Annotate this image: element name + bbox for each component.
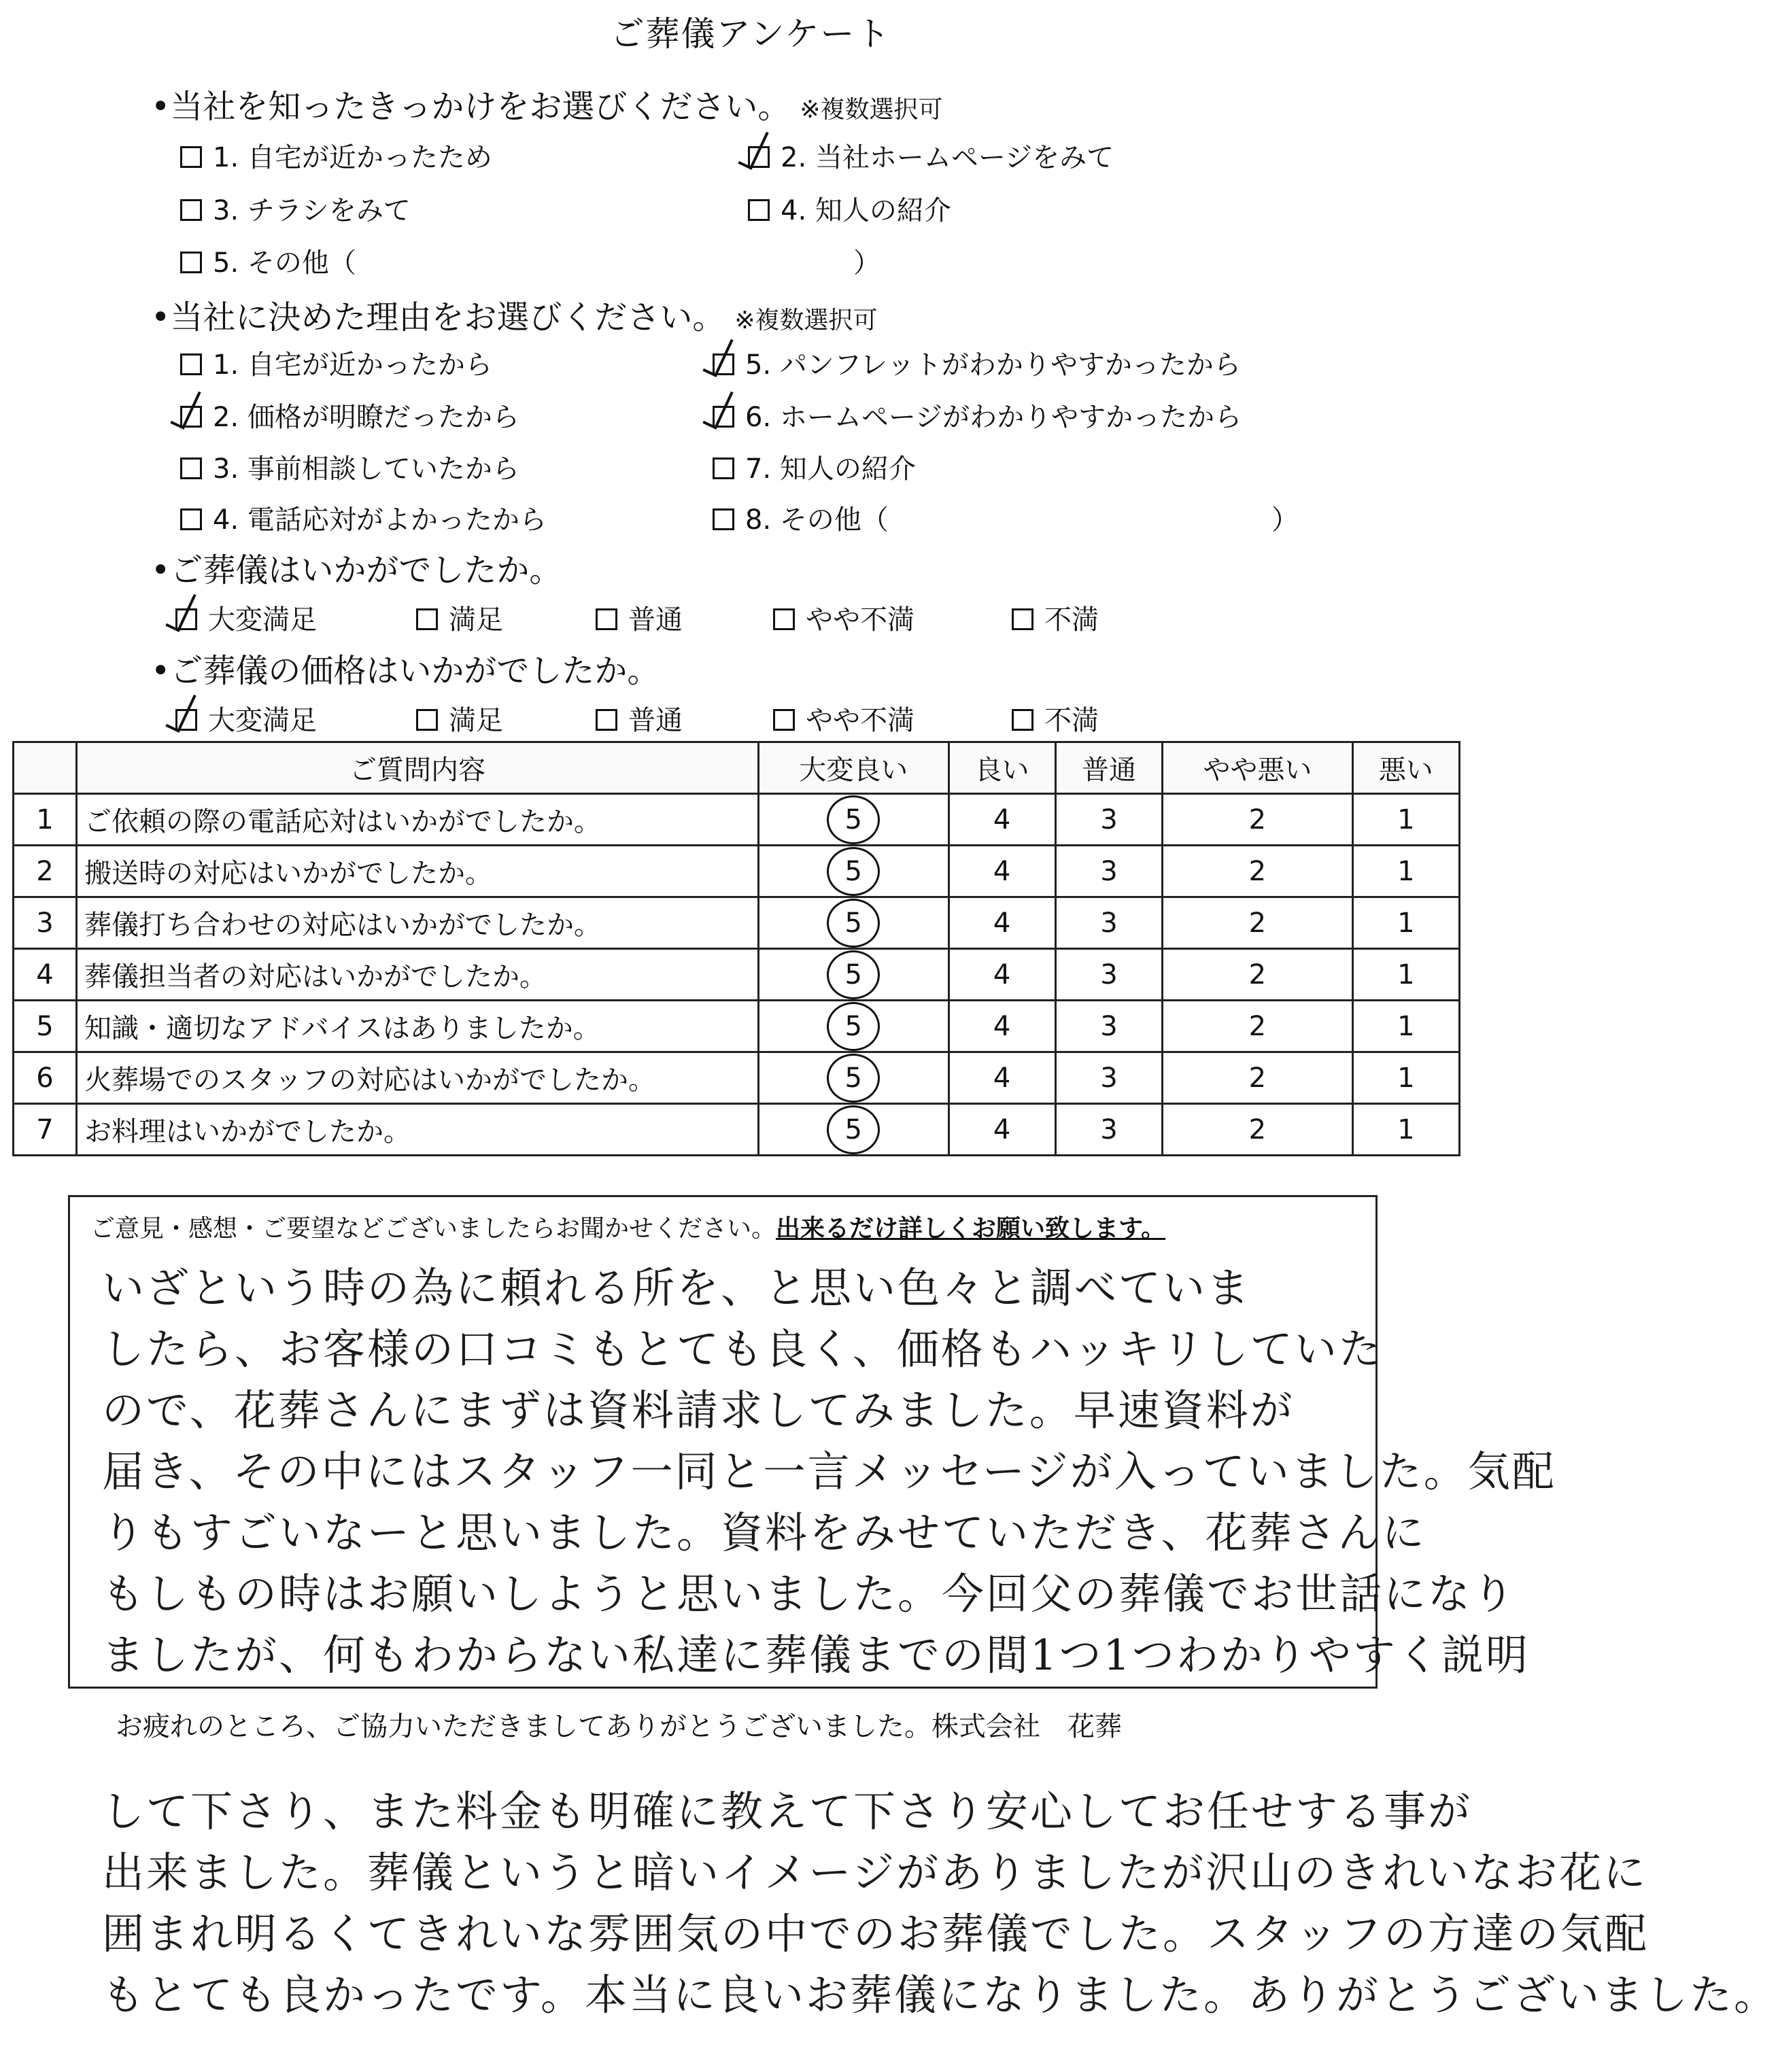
q2-option-2[interactable]: 2. 価格が明瞭だったから: [180, 396, 519, 434]
score-cell[interactable]: [1163, 1001, 1353, 1052]
score-cell[interactable]: [1055, 1052, 1162, 1104]
score-cell[interactable]: [1163, 846, 1353, 897]
comment-line: いざという時の為に頼れる所を、と思い色々と調べていま: [102, 1263, 1252, 1313]
score-cell[interactable]: [1055, 1104, 1162, 1156]
checkbox[interactable]: [773, 608, 795, 630]
score-selected: 5: [827, 1105, 880, 1154]
checkbox[interactable]: [773, 709, 795, 731]
handwritten-comment: [102, 1258, 1556, 1686]
q4-option-1[interactable]: 大変満足: [175, 699, 317, 738]
checkbox-checked[interactable]: [748, 146, 770, 168]
table-row: [14, 1104, 1460, 1156]
checkbox-checked[interactable]: [713, 353, 734, 375]
checkbox[interactable]: [596, 608, 617, 630]
row-question: お料理はいかがでしたか。: [77, 1104, 759, 1156]
table-header-row: [14, 742, 1460, 794]
score-option: 4: [993, 959, 1011, 990]
score-option: 4: [993, 804, 1011, 835]
score-option: 1: [1397, 1113, 1415, 1145]
row-question: 火葬場でのスタッフの対応はいかがでしたか。: [77, 1052, 759, 1104]
score-option: 3: [1100, 804, 1118, 835]
q3-label: •ご葬儀はいかがでしたか。: [151, 551, 562, 589]
checkbox[interactable]: [180, 508, 202, 530]
score-cell[interactable]: [1163, 1052, 1353, 1104]
score-cell[interactable]: [1352, 1104, 1459, 1156]
score-option: 3: [1100, 907, 1118, 939]
q2-option-4[interactable]: 4. 電話応対がよかったから: [180, 498, 547, 537]
comment-line: したら、お客様の口コミもとても良く、価格もハッキリしていた: [102, 1324, 1383, 1374]
checkbox[interactable]: [713, 457, 734, 479]
col-very-good: 大変良い: [759, 742, 949, 794]
score-cell[interactable]: [1163, 897, 1353, 949]
score-cell[interactable]: [1352, 846, 1459, 897]
row-number: 5: [14, 1001, 77, 1052]
row-question: 葬儀打ち合わせの対応はいかがでしたか。: [77, 897, 759, 949]
row-number: 3: [14, 897, 77, 949]
q3-option-3[interactable]: 普通: [596, 598, 683, 637]
score-option: 1: [1397, 959, 1415, 990]
table-row: [14, 1052, 1460, 1104]
q4-option-4[interactable]: やや不満: [773, 699, 914, 738]
score-option: 2: [1248, 804, 1267, 835]
checkbox[interactable]: [180, 146, 202, 168]
q1-option-3[interactable]: 3. チラシをみて: [180, 189, 411, 228]
q2-option-3[interactable]: 3. 事前相談していたから: [180, 447, 519, 486]
row-number: 7: [14, 1104, 77, 1156]
score-option: 4: [993, 1010, 1011, 1042]
checkbox[interactable]: [416, 608, 438, 630]
checkbox-checked[interactable]: [175, 709, 197, 731]
q2-option-8[interactable]: 8. その他（: [713, 498, 889, 537]
checkbox[interactable]: [596, 709, 617, 731]
score-option: 4: [993, 855, 1011, 887]
table-row: [14, 949, 1460, 1001]
score-option: 1: [1397, 855, 1415, 887]
score-cell[interactable]: [759, 1104, 949, 1156]
handwritten-comment-continued: [102, 1781, 1778, 2026]
score-option: 1: [1397, 804, 1415, 835]
score-cell[interactable]: [759, 1001, 949, 1052]
score-cell[interactable]: [759, 949, 949, 1001]
score-option: 2: [1248, 1062, 1267, 1094]
score-option: 4: [993, 1062, 1011, 1094]
row-number: 4: [14, 949, 77, 1001]
comment-line: 届き、その中にはスタッフ一同と一言メッセージが入っていました。気配: [102, 1447, 1556, 1496]
checkbox[interactable]: [180, 199, 202, 221]
score-selected: 5: [827, 1002, 880, 1051]
q1-label: [151, 80, 943, 127]
score-cell[interactable]: [948, 846, 1055, 897]
q1-text: •当社を知ったきっかけをお選びください。: [151, 88, 791, 126]
q1-other-close: ）: [853, 247, 881, 279]
score-option: 1: [1397, 907, 1415, 939]
q1-option-2[interactable]: 2. 当社ホームページをみて: [748, 136, 1114, 175]
q3-option-5[interactable]: 不満: [1012, 598, 1099, 637]
score-cell[interactable]: [759, 897, 949, 949]
table-row: [14, 794, 1460, 846]
score-cell[interactable]: [1163, 794, 1353, 846]
score-option: 3: [1100, 1113, 1118, 1145]
q3-option-2[interactable]: 満足: [416, 598, 503, 637]
row-question: 葬儀担当者の対応はいかがでしたか。: [77, 949, 759, 1001]
score-selected: 5: [827, 1054, 880, 1103]
checkbox[interactable]: [748, 199, 770, 221]
score-option: 3: [1100, 1062, 1118, 1094]
score-cell[interactable]: [1055, 897, 1162, 949]
row-number: 1: [14, 794, 77, 846]
row-question: 搬送時の対応はいかがでしたか。: [77, 846, 759, 897]
checkbox[interactable]: [713, 508, 734, 530]
q2-label: [151, 291, 878, 338]
row-question: ご依頼の際の電話応対はいかがでしたか。: [77, 794, 759, 846]
comment-line: ましたが、何もわからない私達に葬儀までの間1つ1つわかりやすく説明: [102, 1630, 1530, 1680]
survey-title: ご葬儀アンケート: [610, 14, 891, 54]
score-cell[interactable]: [948, 1104, 1055, 1156]
score-cell[interactable]: [759, 794, 949, 846]
checkbox[interactable]: [180, 353, 202, 375]
score-option: 3: [1100, 959, 1118, 990]
score-option: 4: [993, 907, 1011, 939]
score-option: 4: [993, 1113, 1011, 1145]
q4-label: •ご葬儀の価格はいかがでしたか。: [151, 652, 660, 690]
checkbox-checked[interactable]: [180, 406, 202, 428]
table-row: [14, 897, 1460, 949]
comment-line: りもすごいなーと思いました。資料をみせていただき、花葬さんに: [102, 1508, 1426, 1557]
score-cell[interactable]: [1055, 1001, 1162, 1052]
checkbox[interactable]: [180, 457, 202, 479]
col-question: ご質問内容: [77, 742, 759, 794]
q4-option-2[interactable]: 満足: [416, 699, 503, 738]
q2-text: •当社に決めた理由をお選びください。: [151, 298, 725, 336]
score-cell[interactable]: [948, 897, 1055, 949]
score-cell[interactable]: [1352, 897, 1459, 949]
score-option: 2: [1248, 855, 1267, 887]
q3-option-4[interactable]: やや不満: [773, 598, 914, 637]
col-somewhat-bad: やや悪い: [1163, 742, 1353, 794]
comment-line: ので、花葬さんにまずは資料請求してみました。早速資料が: [102, 1385, 1295, 1435]
q2-option-7[interactable]: 7. 知人の紹介: [713, 447, 916, 486]
rating-table: [12, 741, 1460, 1156]
q1-option-5[interactable]: 5. その他（: [180, 241, 356, 280]
score-cell[interactable]: [948, 1001, 1055, 1052]
comment-line: もとても良かったです。本当に良いお葬儀になりました。ありがとうございました。: [102, 1970, 1778, 2020]
score-cell[interactable]: [1352, 1001, 1459, 1052]
checkbox-checked[interactable]: [713, 406, 734, 428]
score-cell[interactable]: [1352, 949, 1459, 1001]
score-cell[interactable]: [948, 949, 1055, 1001]
q4-option-3[interactable]: 普通: [596, 699, 683, 738]
score-cell[interactable]: [1055, 949, 1162, 1001]
score-option: 2: [1248, 1010, 1267, 1042]
score-option: 1: [1397, 1010, 1415, 1042]
checkbox[interactable]: [416, 709, 438, 731]
row-question: 知識・適切なアドバイスはありましたか。: [77, 1001, 759, 1052]
comment-line: して下さり、また料金も明確に教えて下さり安心してお任せする事が: [102, 1786, 1473, 1836]
score-cell[interactable]: [759, 1052, 949, 1104]
q1-option-1[interactable]: 1. 自宅が近かったため: [180, 136, 492, 175]
comment-line: もしもの時はお願いしようと思いました。今回父の葬儀でお世話になり: [102, 1569, 1517, 1619]
checkbox-checked[interactable]: [175, 608, 197, 630]
q2-other-close: ）: [1271, 504, 1299, 536]
q1-note: ※複数選択可: [800, 96, 943, 124]
comment-line: 出来ました。葬儀というと暗いイメージがありましたが沢山のきれいなお花に: [102, 1848, 1648, 1897]
col-average: 普通: [1055, 742, 1162, 794]
q2-note: ※複数選択可: [734, 307, 878, 334]
q2-option-6[interactable]: 6. ホームページがわかりやすかったから: [713, 396, 1242, 434]
col-good: 良い: [948, 742, 1055, 794]
col-no: [14, 742, 77, 794]
table-row: [14, 1001, 1460, 1052]
score-selected: 5: [827, 847, 880, 896]
score-option: 2: [1248, 959, 1267, 990]
score-cell[interactable]: [1352, 1052, 1459, 1104]
comment-header: ご意見・感想・ご要望などございましたらお聞かせください。出来るだけ詳しくお願い致します。: [90, 1215, 1166, 1243]
q2-option-5[interactable]: 5. パンフレットがわかりやすかったから: [713, 343, 1241, 382]
score-selected: 5: [827, 899, 880, 948]
score-cell[interactable]: [1163, 1104, 1353, 1156]
score-option: 2: [1248, 1113, 1267, 1145]
comment-line: 囲まれ明るくてきれいな雰囲気の中でのお葬儀でした。スタッフの方達の気配: [102, 1909, 1649, 1958]
score-cell[interactable]: [1352, 794, 1459, 846]
checkbox[interactable]: [1012, 608, 1033, 630]
row-number: 2: [14, 846, 77, 897]
score-option: 2: [1248, 907, 1267, 939]
score-cell[interactable]: [948, 794, 1055, 846]
score-selected: 5: [827, 795, 880, 844]
score-cell[interactable]: [759, 846, 949, 897]
score-cell[interactable]: [1163, 949, 1353, 1001]
score-cell[interactable]: [1055, 794, 1162, 846]
col-bad: 悪い: [1352, 742, 1459, 794]
score-option: 3: [1100, 1010, 1118, 1042]
comment-header-emphasis: 出来るだけ詳しくお願い致します。: [776, 1215, 1166, 1243]
q3-option-1[interactable]: 大変満足: [175, 598, 317, 637]
score-option: 3: [1100, 855, 1118, 887]
score-option: 1: [1397, 1062, 1415, 1094]
table-row: [14, 846, 1460, 897]
checkbox[interactable]: [1012, 709, 1033, 731]
score-cell[interactable]: [1055, 846, 1162, 897]
q1-option-4[interactable]: 4. 知人の紹介: [748, 189, 951, 228]
score-cell[interactable]: [948, 1052, 1055, 1104]
score-selected: 5: [827, 950, 880, 999]
q2-option-1[interactable]: 1. 自宅が近かったから: [180, 343, 492, 382]
checkbox[interactable]: [180, 252, 202, 273]
row-number: 6: [14, 1052, 77, 1104]
footer-thanks: お疲れのところ、ご協力いただきましてありがとうございました。株式会社 花葬: [116, 1711, 1122, 1742]
q4-option-5[interactable]: 不満: [1012, 699, 1099, 738]
